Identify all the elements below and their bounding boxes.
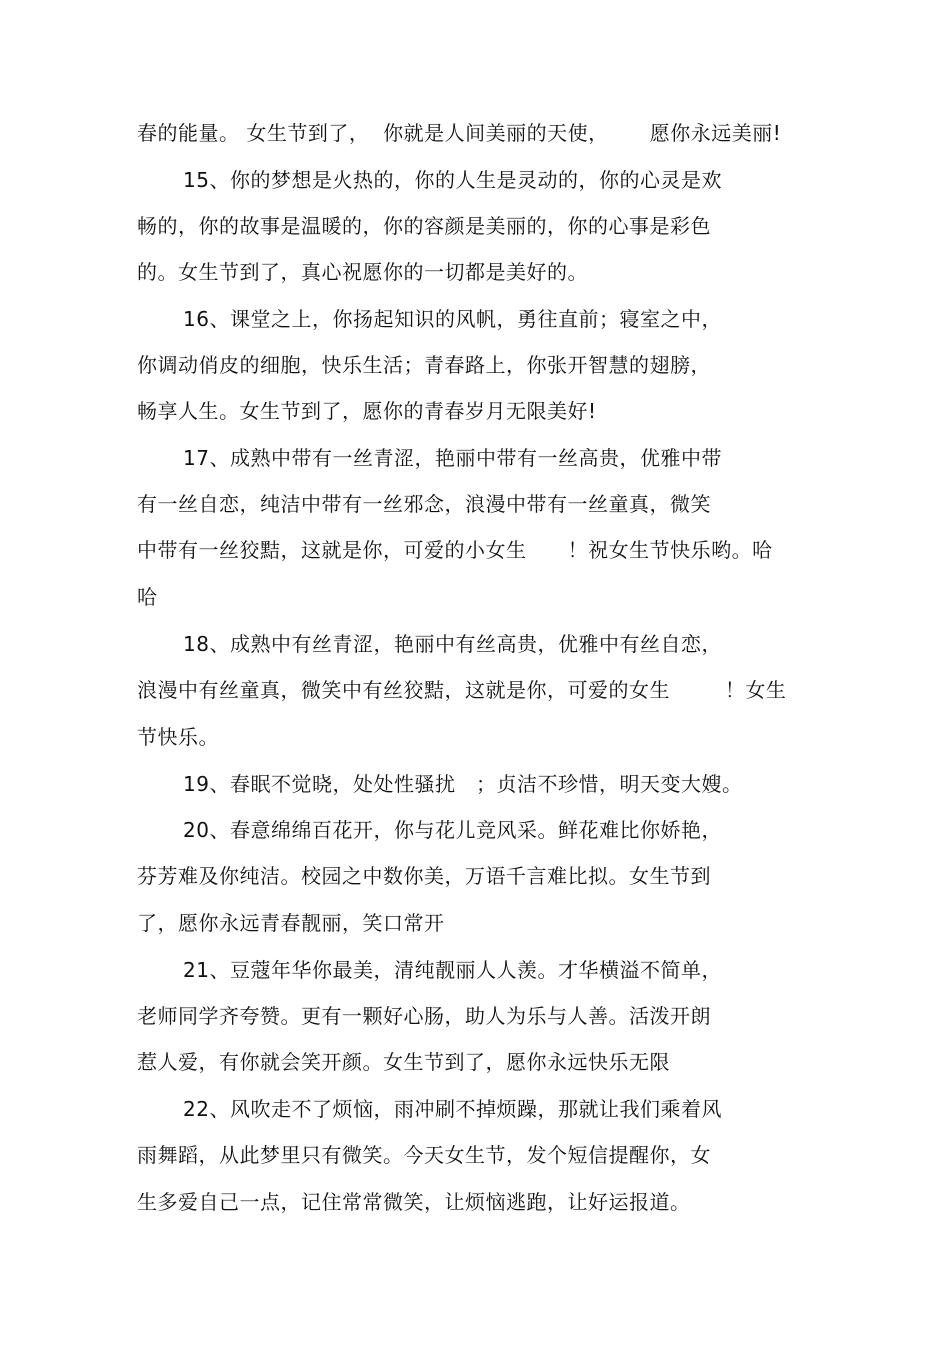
paragraph-20-line-1: 20、春意绵绵百花开，你与花儿竞风采。鲜花难比你娇艳，	[183, 818, 722, 842]
paragraph-17-line-1: 17、成熟中带有一丝青涩，艳丽中带有一丝高贵，优雅中带	[183, 446, 722, 470]
paragraph-18-line-1: 18、成熟中有丝青涩，艳丽中有丝高贵，优雅中有丝自恋，	[183, 632, 722, 656]
paragraph-21-line-2: 老师同学齐夸赞。更有一颗好心肠，助人为乐与人善。活泼开朗	[137, 1004, 711, 1028]
paragraph-16-line-1: 16、课堂之上，你扬起知识的风帆，勇往直前；寝室之中，	[183, 307, 722, 331]
paragraph-15-line-3: 的。女生节到了，真心祝愿你的一切都是美好的。	[137, 260, 588, 284]
paragraph-19-line-1: 19、春眠不觉晓，处处性骚扰 ；贞洁不珍惜，明天变大嫂。	[183, 772, 743, 796]
paragraph-17-line-2: 有一丝自恋，纯洁中带有一丝邪念，浪漫中带有一丝童真，微笑	[137, 492, 711, 516]
paragraph-18-line-2: 浪漫中有丝童真，微笑中有丝狡黠，这就是你，可爱的女生 ！女生	[137, 678, 787, 702]
paragraph-22-line-3: 生多爱自己一点，记住常常微笑，让烦恼逃跑，让好运报道。	[137, 1190, 691, 1214]
paragraph-22-line-2: 雨舞蹈，从此梦里只有微笑。今天女生节，发个短信提醒你，女	[137, 1143, 711, 1167]
text-line: 春的能量。 女生节到了， 你就是人间美丽的天使， 愿你永远美丽!	[137, 121, 782, 145]
paragraph-22-line-1: 22、风吹走不了烦恼，雨冲刷不掉烦躁，那就让我们乘着风	[183, 1097, 722, 1121]
paragraph-15-line-2: 畅的，你的故事是温暖的，你的容颜是美丽的，你的心事是彩色	[137, 214, 711, 238]
paragraph-18-line-3: 节快乐。	[137, 725, 219, 749]
paragraph-17-line-3: 中带有一丝狡黠，这就是你，可爱的小女生 ！祝女生节快乐哟。哈	[137, 538, 773, 562]
paragraph-15-line-1: 15、你的梦想是火热的，你的人生是灵动的，你的心灵是欢	[183, 168, 722, 192]
paragraph-20-line-3: 了，愿你永远青春靓丽，笑口常开	[137, 911, 445, 935]
paragraph-21-line-1: 21、豆蔻年华你最美，清纯靓丽人人羡。才华横溢不简单，	[183, 958, 722, 982]
paragraph-16-line-2: 你调动俏皮的细胞，快乐生活；青春路上，你张开智慧的翅膀，	[137, 353, 711, 377]
paragraph-21-line-3: 惹人爱，有你就会笑开颜。女生节到了，愿你永远快乐无限	[137, 1050, 670, 1074]
paragraph-17-line-4: 哈	[137, 585, 158, 609]
paragraph-16-line-3: 畅享人生。女生节到了，愿你的青春岁月无限美好!	[137, 399, 597, 423]
paragraph-20-line-2: 芬芳难及你纯洁。校园之中数你美，万语千言难比拟。女生节到	[137, 864, 711, 888]
